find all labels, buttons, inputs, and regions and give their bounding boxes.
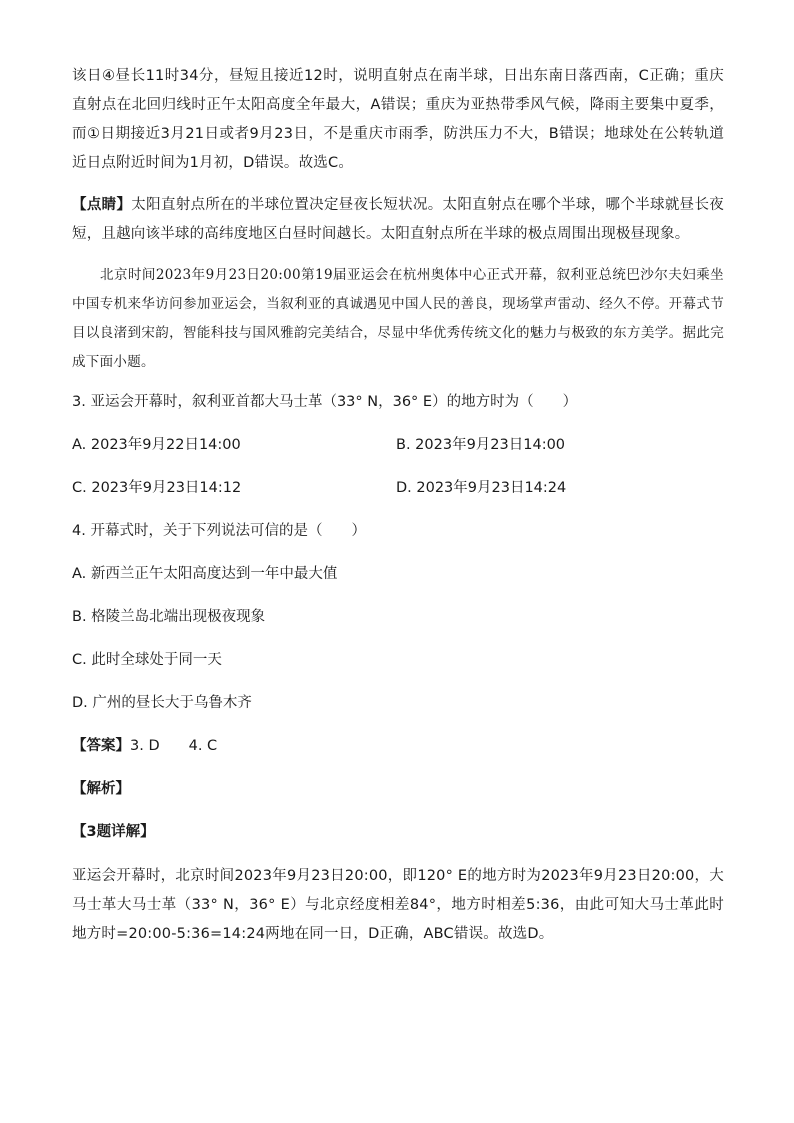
question-3-stem: 3. 亚运会开幕时，叙利亚首都大马士革（33° N，36° E）的地方时为（ ） xyxy=(72,394,578,410)
question-3-option-b: B. 2023年9月23日14:00 xyxy=(396,437,566,453)
answer-line xyxy=(72,735,724,757)
question-4-option-d: D. 广州的昼长大于乌鲁木齐 xyxy=(72,695,252,711)
explanation-paragraph: 该日④昼长11时34分，昼短且接近12时，说明直射点在南半球，日出东南日落西南，C正确；重庆直射点在北回归线时正午太阳高度全年最大，A错误；重庆为亚热带季风气候，降雨主要集中夏季，而①日期接近3月21日或者9月23日，不是重庆市雨季，防洪压力不大，B错误；地球处在公转轨道近日点附近时间为1月初，D错误。故选C。 xyxy=(72,68,724,171)
answer-text: 3. D 4. C xyxy=(130,738,218,754)
reading-passage: 北京时间2023年9月23日20:00第19届亚运会在杭州奥体中心正式开幕，叙利亚总统巴沙尔夫妇乘坐中国专机来华访问参加亚运会，当叙利亚的真诚遇见中国人民的善良，现场掌声雷动、经久不停。开幕式节目以良渚到宋韵，智能科技与国风雅韵完美结合，尽显中华优秀传统文化的魅力与极致的东方美学。据此完成下面小题。 xyxy=(72,267,724,370)
key-point-tag: 【点睛】 xyxy=(72,197,132,213)
question-4-option-c: C. 此时全球处于同一天 xyxy=(72,652,222,668)
question-3-option-d: D. 2023年9月23日14:24 xyxy=(396,480,567,496)
key-point-paragraph xyxy=(72,191,724,249)
question-4-stem: 4. 开幕式时，关于下列说法可信的是（ ） xyxy=(72,523,366,539)
answer-tag: 【答案】 xyxy=(72,738,130,754)
question-3-option-c: C. 2023年9月23日14:12 xyxy=(72,480,242,496)
question-4-option-a: A. 新西兰正午太阳高度达到一年中最大值 xyxy=(72,566,338,582)
question-3-options-row-2 xyxy=(72,477,724,499)
question-3-detail-heading: 【3题详解】 xyxy=(72,824,155,840)
analysis-heading: 【解析】 xyxy=(72,781,130,797)
question-3-option-a: A. 2023年9月22日14:00 xyxy=(72,437,241,453)
document-page xyxy=(72,62,724,949)
question-3-options-row-1 xyxy=(72,434,724,456)
question-3-detail-text: 亚运会开幕时，北京时间2023年9月23日20:00，即120° E的地方时为2023年9月23日20:00，大马士革大马士革（33° N，36° E）与北京经度相差84°，地方时相差5:36，由此可知大马士革此时地方时=20:00-5:36=14:24两地在同一日，D正确，ABC错误。故选D。 xyxy=(72,868,724,942)
key-point-text: 太阳直射点所在的半球位置决定昼夜长短状况。太阳直射点在哪个半球，哪个半球就昼长夜短，且越向该半球的高纬度地区白昼时间越长。太阳直射点所在半球的极点周围出现极昼现象。 xyxy=(72,197,724,242)
question-4-option-b: B. 格陵兰岛北端出现极夜现象 xyxy=(72,609,266,625)
